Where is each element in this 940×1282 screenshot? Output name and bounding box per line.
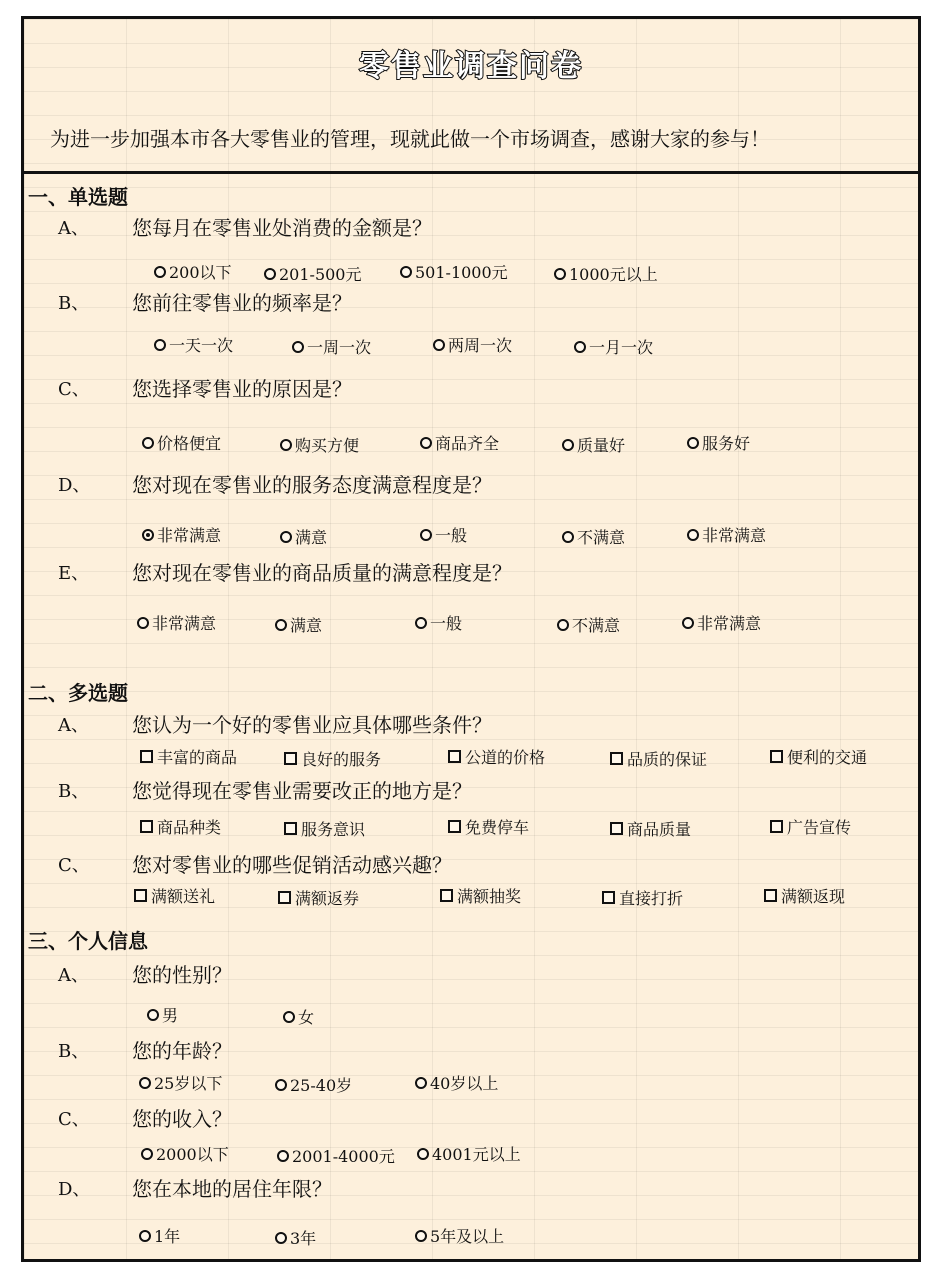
radio-option[interactable] xyxy=(141,1142,229,1165)
radio-icon[interactable] xyxy=(137,617,149,629)
checkbox-icon[interactable] xyxy=(440,889,453,902)
question-text: 您对现在零售业的商品质量的满意程度是？ xyxy=(132,561,512,585)
option-label: 2001-4000元 xyxy=(292,1147,395,1166)
question-text: 您对零售业的哪些促销活动感兴趣？ xyxy=(132,853,452,877)
question-letter: E、 xyxy=(58,563,90,584)
radio-option[interactable] xyxy=(275,613,322,636)
question-letter: B、 xyxy=(58,781,90,802)
checkbox-option[interactable] xyxy=(284,747,381,770)
option-label: 1年 xyxy=(154,1227,181,1246)
radio-icon[interactable] xyxy=(275,1232,287,1244)
checkbox-option[interactable] xyxy=(140,815,221,838)
option-label: 2000以下 xyxy=(156,1145,229,1164)
radio-icon[interactable] xyxy=(562,439,574,451)
checkbox-icon[interactable] xyxy=(602,891,615,904)
question-text: 您在本地的居住年限？ xyxy=(132,1177,332,1201)
option-label: 一天一次 xyxy=(169,336,234,355)
radio-icon[interactable] xyxy=(420,437,432,449)
radio-option[interactable] xyxy=(275,1073,352,1096)
radio-option[interactable] xyxy=(147,1003,178,1026)
checkbox-icon[interactable] xyxy=(770,750,783,763)
radio-option[interactable] xyxy=(562,525,625,548)
radio-icon[interactable] xyxy=(415,1077,427,1089)
radio-option[interactable] xyxy=(142,431,221,454)
radio-option[interactable] xyxy=(415,611,462,634)
question-letter: B、 xyxy=(58,293,90,314)
question-letter: C、 xyxy=(58,855,90,876)
option-label: 公道的价格 xyxy=(465,748,546,767)
checkbox-option[interactable] xyxy=(610,747,707,770)
radio-icon[interactable] xyxy=(141,1148,153,1160)
radio-option[interactable] xyxy=(280,525,327,548)
question-text: 您选择零售业的原因是？ xyxy=(132,377,352,401)
question-text: 您认为一个好的零售业应具体哪些条件？ xyxy=(132,713,492,737)
radio-icon[interactable] xyxy=(147,1009,159,1021)
option-label: 满意 xyxy=(290,616,323,635)
radio-option[interactable] xyxy=(420,431,499,454)
option-label: 一月一次 xyxy=(589,338,654,357)
radio-icon[interactable] xyxy=(154,266,166,278)
option-label: 满额返券 xyxy=(295,889,360,908)
checkbox-option[interactable] xyxy=(440,884,521,907)
intro-text: 为进一步加强本市各大零售业的管理，现就此做一个市场调查，感谢大家的参与！ xyxy=(50,127,770,151)
option-label: 不满意 xyxy=(577,528,626,547)
radio-icon[interactable] xyxy=(292,341,304,353)
checkbox-option[interactable] xyxy=(602,886,683,909)
question-text: 您的收入？ xyxy=(132,1107,232,1131)
option-label: 非常满意 xyxy=(157,526,222,545)
option-label: 满额抽奖 xyxy=(457,887,522,906)
checkbox-option[interactable] xyxy=(134,884,215,907)
option-label: 服务好 xyxy=(702,434,751,453)
option-label: 丰富的商品 xyxy=(157,748,238,767)
radio-icon[interactable] xyxy=(417,1148,429,1160)
checkbox-icon[interactable] xyxy=(610,822,623,835)
option-label: 非常满意 xyxy=(702,526,767,545)
question-letter: D、 xyxy=(58,1179,91,1200)
checkbox-option[interactable] xyxy=(284,817,365,840)
radio-option[interactable] xyxy=(687,523,766,546)
radio-option[interactable] xyxy=(154,333,233,356)
radio-option[interactable] xyxy=(420,523,467,546)
radio-option[interactable] xyxy=(433,333,512,356)
option-label: 价格便宜 xyxy=(157,434,222,453)
option-label: 两周一次 xyxy=(448,336,513,355)
question-text: 您的年龄？ xyxy=(132,1039,232,1063)
question-text: 您的性别？ xyxy=(132,963,232,987)
radio-icon[interactable] xyxy=(415,1230,427,1242)
radio-icon[interactable] xyxy=(400,266,412,278)
radio-icon[interactable] xyxy=(275,1079,287,1091)
section-title: 一、单选题 xyxy=(28,185,128,209)
radio-icon[interactable] xyxy=(142,437,154,449)
option-label: 501-1000元 xyxy=(415,263,508,282)
radio-option[interactable] xyxy=(292,335,371,358)
checkbox-icon[interactable] xyxy=(284,822,297,835)
question-letter: A、 xyxy=(58,715,89,736)
radio-option[interactable] xyxy=(687,431,750,454)
checkbox-icon[interactable] xyxy=(770,820,783,833)
checkbox-icon[interactable] xyxy=(284,752,297,765)
radio-option[interactable] xyxy=(415,1071,498,1094)
checkbox-option[interactable] xyxy=(140,745,237,768)
radio-icon[interactable] xyxy=(574,341,586,353)
radio-icon[interactable] xyxy=(687,437,699,449)
checkbox-icon[interactable] xyxy=(134,889,147,902)
question-letter: D、 xyxy=(58,475,91,496)
radio-icon[interactable] xyxy=(554,268,566,280)
checkbox-option[interactable] xyxy=(770,815,851,838)
option-label: 满意 xyxy=(295,528,328,547)
radio-option[interactable] xyxy=(562,433,625,456)
option-label: 广告宣传 xyxy=(787,818,852,837)
survey-sheet xyxy=(21,16,921,1262)
radio-icon[interactable] xyxy=(142,529,154,541)
radio-icon[interactable] xyxy=(433,339,445,351)
section-title: 三、个人信息 xyxy=(28,929,148,953)
radio-option[interactable] xyxy=(554,262,658,285)
radio-icon[interactable] xyxy=(139,1230,151,1242)
option-label: 25岁以下 xyxy=(154,1074,223,1093)
radio-icon[interactable] xyxy=(557,619,569,631)
radio-option[interactable] xyxy=(154,260,232,283)
option-label: 1000元以上 xyxy=(569,265,658,284)
checkbox-icon[interactable] xyxy=(140,750,153,763)
section-title: 二、多选题 xyxy=(28,681,128,705)
header-divider xyxy=(24,171,918,174)
radio-icon[interactable] xyxy=(280,531,292,543)
radio-option[interactable] xyxy=(142,523,221,546)
option-label: 非常满意 xyxy=(697,614,762,633)
option-label: 购买方便 xyxy=(295,436,360,455)
checkbox-icon[interactable] xyxy=(278,891,291,904)
option-label: 质量好 xyxy=(577,436,626,455)
radio-option[interactable] xyxy=(277,1144,395,1167)
radio-option[interactable] xyxy=(283,1005,314,1028)
radio-option[interactable] xyxy=(137,611,216,634)
radio-option[interactable] xyxy=(400,260,508,283)
option-label: 直接打折 xyxy=(619,889,684,908)
radio-icon[interactable] xyxy=(264,268,276,280)
checkbox-icon[interactable] xyxy=(764,889,777,902)
option-label: 一般 xyxy=(435,526,468,545)
option-label: 非常满意 xyxy=(152,614,217,633)
radio-option[interactable] xyxy=(275,1226,316,1249)
checkbox-option[interactable] xyxy=(764,884,845,907)
checkbox-option[interactable] xyxy=(610,817,691,840)
radio-option[interactable] xyxy=(139,1224,180,1247)
radio-icon[interactable] xyxy=(139,1077,151,1089)
radio-option[interactable] xyxy=(417,1142,521,1165)
option-label: 女 xyxy=(298,1008,315,1027)
question-text: 您对现在零售业的服务态度满意程度是？ xyxy=(132,473,492,497)
option-label: 3年 xyxy=(290,1229,317,1248)
option-label: 商品齐全 xyxy=(435,434,500,453)
option-label: 良好的服务 xyxy=(301,750,382,769)
checkbox-icon[interactable] xyxy=(610,752,623,765)
radio-option[interactable] xyxy=(574,335,653,358)
option-label: 一般 xyxy=(430,614,463,633)
page-title: 零售业调查问卷 xyxy=(359,49,583,84)
option-label: 5年及以上 xyxy=(430,1227,505,1246)
option-label: 商品质量 xyxy=(627,820,692,839)
question-text: 您觉得现在零售业需要改正的地方是？ xyxy=(132,779,472,803)
option-label: 40岁以上 xyxy=(430,1074,499,1093)
question-letter: A、 xyxy=(58,218,89,239)
radio-option[interactable] xyxy=(557,613,620,636)
radio-option[interactable] xyxy=(139,1071,222,1094)
option-label: 商品种类 xyxy=(157,818,222,837)
checkbox-option[interactable] xyxy=(448,815,529,838)
checkbox-icon[interactable] xyxy=(448,820,461,833)
radio-icon[interactable] xyxy=(283,1011,295,1023)
option-label: 品质的保证 xyxy=(627,750,708,769)
radio-icon[interactable] xyxy=(682,617,694,629)
radio-icon[interactable] xyxy=(687,529,699,541)
option-label: 满额送礼 xyxy=(151,887,216,906)
question-letter: C、 xyxy=(58,379,90,400)
radio-option[interactable] xyxy=(415,1224,504,1247)
checkbox-option[interactable] xyxy=(448,745,545,768)
option-label: 不满意 xyxy=(572,616,621,635)
option-label: 4001元以上 xyxy=(432,1145,521,1164)
radio-option[interactable] xyxy=(682,611,761,634)
question-letter: C、 xyxy=(58,1109,90,1130)
radio-icon[interactable] xyxy=(275,619,287,631)
radio-option[interactable] xyxy=(280,433,359,456)
question-letter: B、 xyxy=(58,1041,90,1062)
question-text: 您每月在零售业处消费的金额是？ xyxy=(132,216,432,240)
question-letter: A、 xyxy=(58,965,89,986)
option-label: 便利的交通 xyxy=(787,748,868,767)
checkbox-icon[interactable] xyxy=(140,820,153,833)
radio-icon[interactable] xyxy=(415,617,427,629)
option-label: 一周一次 xyxy=(307,338,372,357)
question-text: 您前往零售业的频率是？ xyxy=(132,291,352,315)
radio-icon[interactable] xyxy=(420,529,432,541)
option-label: 25-40岁 xyxy=(290,1076,353,1095)
option-label: 男 xyxy=(162,1006,179,1025)
option-label: 服务意识 xyxy=(301,820,366,839)
option-label: 200以下 xyxy=(169,263,232,282)
checkbox-option[interactable] xyxy=(278,886,359,909)
checkbox-icon[interactable] xyxy=(448,750,461,763)
radio-icon[interactable] xyxy=(280,439,292,451)
option-label: 满额返现 xyxy=(781,887,846,906)
checkbox-option[interactable] xyxy=(770,745,867,768)
option-label: 免费停车 xyxy=(465,818,530,837)
option-label: 201-500元 xyxy=(279,265,362,284)
radio-icon[interactable] xyxy=(562,531,574,543)
radio-icon[interactable] xyxy=(154,339,166,351)
radio-option[interactable] xyxy=(264,262,362,285)
radio-icon[interactable] xyxy=(277,1150,289,1162)
